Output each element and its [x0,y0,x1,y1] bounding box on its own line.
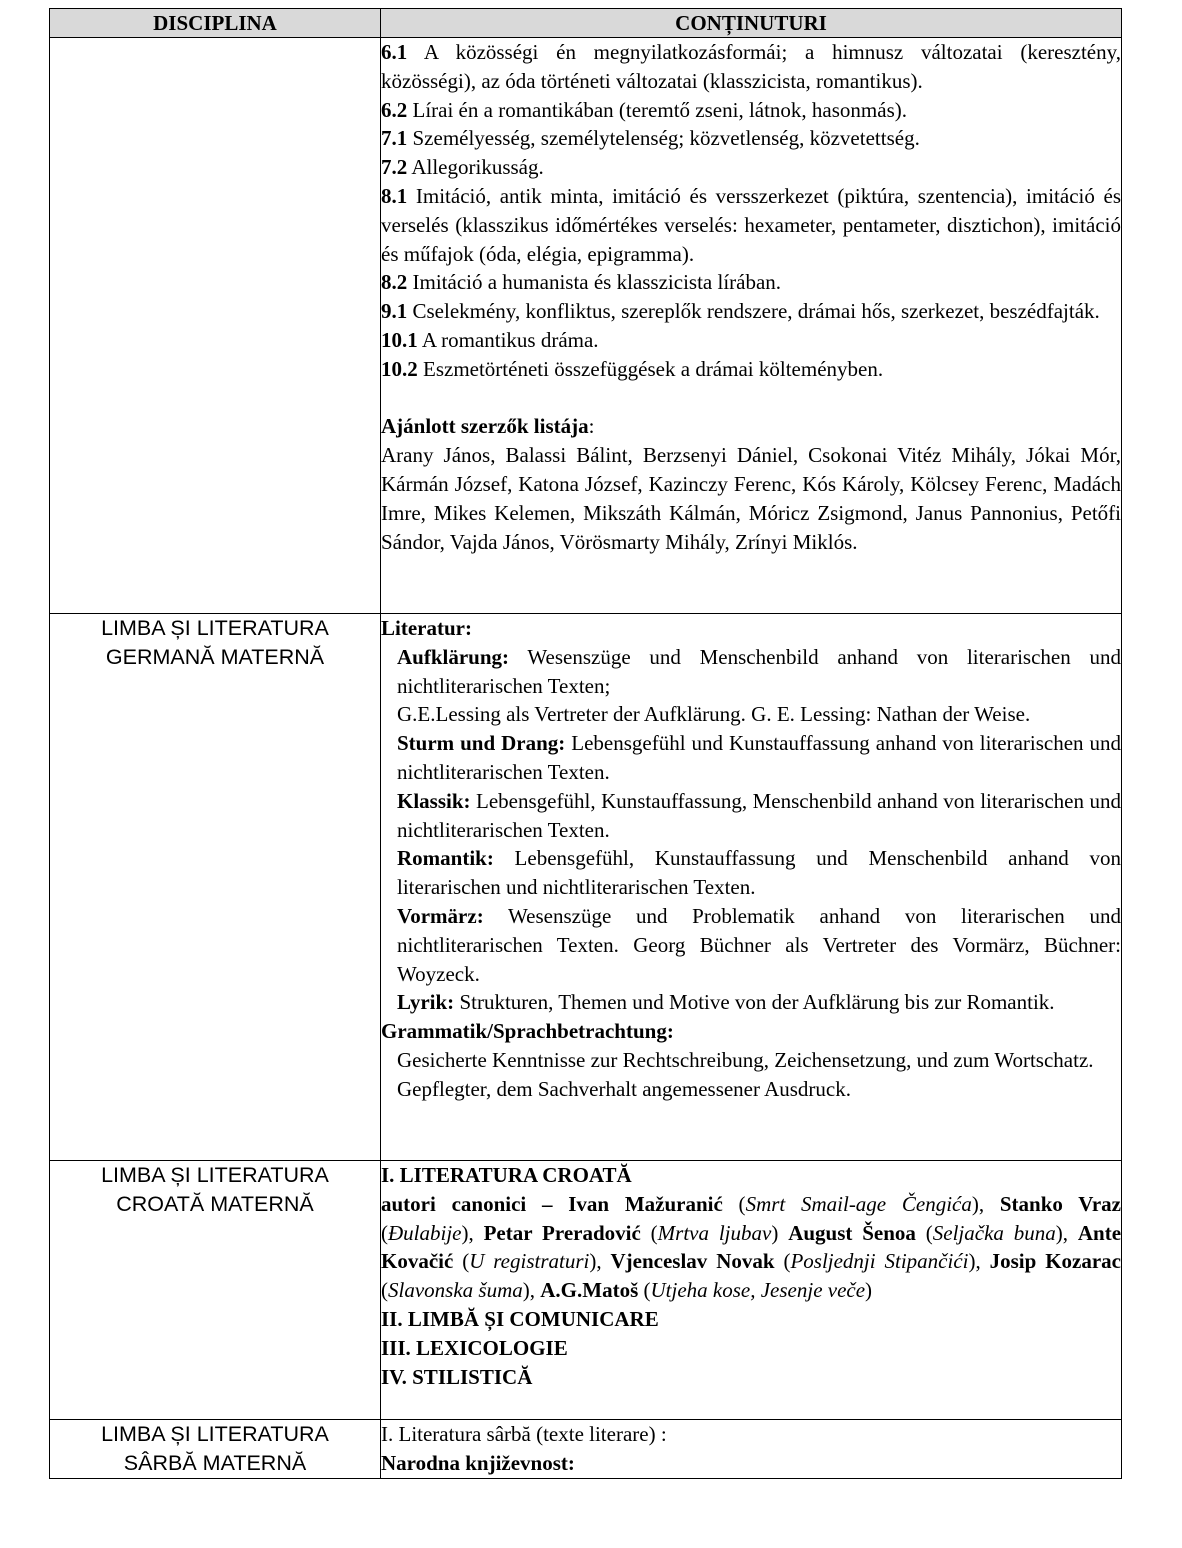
grammatik-item: Gepflegter, dem Sachverhalt angemessener Ausdruck. [397,1076,851,1101]
literatur-heading: Literatur: [381,616,472,640]
item-number: 8.1 [381,183,408,208]
work-separator: ), [968,1249,990,1274]
table-row-croatian [50,1161,1122,1420]
german-entries [381,643,1121,1017]
item-number: 6.2 [381,97,408,122]
content-item [381,326,1121,355]
authors-heading [381,412,1121,441]
item-text: A közösségi én megnyilatkozásformái; a himnusz változatai (keresztény, közösségi), az óda történeti változatai (klasszicista, romantikus). [381,40,1121,93]
discipline-cell-serbian [50,1420,381,1479]
section-literatura-croata: I. LITERATURA CROATĂ [381,1163,632,1187]
content-item [381,38,1121,96]
item-text: Lírai én a romantikában (teremtő zseni, látnok, hasonmás). [407,97,907,122]
item-text: Személyesség, személytelenség; közvetlenség, közvetettség. [407,126,920,151]
discipline-cell-empty [50,38,381,614]
authors-list: Arany János, Balassi Bálint, Berzsenyi Dániel, Csokonai Vitéz Mihály, Jókai Mór, Kármán József, Katona József, Kazinczy Ferenc, Kós Károly, Kölcsey Ferenc, Madách Imre, Mikes Kelemen, Mikszáth Kálmán, Móricz Zsigmond, Janus Pannonius, Petőfi Sándor, Vajda János, Vörösmarty Mihály, Zrínyi Miklós. [381,443,1121,554]
serbian-line-2: Narodna književnost: [381,1450,575,1475]
discipline-cell-croatian [50,1161,381,1420]
literature-entry [397,902,1121,988]
work-title: Mrtva ljubav [657,1220,772,1245]
entry-text: Lebensgefühl, Kunstauffassung, Menschenbild anhand von literarischen und nichtliterarischen Texten. [397,788,1121,842]
header-continuturi: CONȚINUTURI [381,9,1122,38]
header-disciplina: DISCIPLINA [50,9,381,38]
work-separator: ), [1055,1220,1078,1245]
spacer [381,384,1121,413]
curriculum-table [49,8,1122,1479]
content-item [381,96,1121,125]
literature-entry [397,643,1121,701]
work-title: Posljednji Stipančići [790,1249,969,1274]
item-text: A romantikus dráma. [417,327,599,352]
work-separator: ) [771,1220,789,1245]
item-number: 10.2 [381,356,418,381]
entry-term: Romantik: [397,846,494,871]
table-row-hungarian [50,38,1122,614]
entry-term: Aufklärung: [397,644,510,669]
section-stilistica: IV. STILISTICĂ [381,1364,533,1389]
work-author: Stanko Vraz [999,1191,1122,1216]
item-text: Imitáció, antik minta, imitáció és versszerkezet (piktúra, szentencia), imitáció és verselés (klasszikus időmértékes verselés: hexameter, pentameter, disztichon), imitáció és műfajok (óda, elégia, epigramma). [381,183,1121,266]
item-number: 6.1 [381,40,408,64]
content-item [381,182,1121,268]
content-cell-german [381,614,1122,1161]
content-cell-serbian [381,1420,1122,1479]
entry-text: Wesenszüge und Menschenbild anhand von literarischen und nichtliterarischen Texten; [397,644,1121,698]
work-author: Josip Kozarac [989,1249,1122,1274]
canonical-authors: autori canonici – Ivan Mažuranić (Smrt Smail-age Čengića), Stanko Vraz (Đulabije), Petar Preradović (Mrtva ljubav) August Šenoa (Seljačka buna), Ante Kovačić (U registraturi), Vjenceslav Novak (Posljednji Stipančići), Josip Kozarac (Slavonska šuma), A.G.Matoš (Utjeha kose, Jesenje veče) [381,1191,1122,1303]
content-item [381,297,1121,326]
literature-entry [397,729,1121,787]
item-text: Imitáció a humanista és klasszicista lírában. [407,270,782,295]
work-title: Slavonska šuma [388,1278,523,1303]
work-separator: ), [589,1249,611,1274]
entry-term: Sturm und Drang: [397,731,566,756]
work-title: Smrt Smail-age Čengića [745,1191,972,1216]
literature-entry [397,844,1121,902]
content-item [381,355,1121,384]
section-lexicologie: III. LEXICOLOGIE [381,1335,568,1360]
canon-prefix: autori canonici – [381,1191,569,1216]
entry-text: Strukturen, Themen und Motive von der Aufklärung bis zur Romantik. [454,990,1055,1015]
work-author: Ante Kovačić [381,1220,1122,1274]
content-cell-croatian [381,1161,1122,1420]
content-item [381,124,1121,153]
discipline-label-serbian: LIMBA ȘI LITERATURA SÂRBĂ MATERNĂ [101,1422,329,1475]
item-number: 7.1 [381,126,408,151]
item-number: 7.2 [381,155,408,180]
work-title: Seljačka buna [932,1220,1056,1245]
work-separator: ), [522,1278,541,1303]
item-text: Allegorikusság. [407,155,544,180]
entry-text: G.E.Lessing als Vertreter der Aufklärung. G. E. Lessing: Nathan der Weise. [397,702,1031,727]
section-limba-comunicare: II. LIMBĂ ȘI COMUNICARE [381,1306,659,1331]
work-separator: ) [865,1278,873,1303]
item-number: 9.1 [381,299,408,324]
discipline-label-croatian: LIMBA ȘI LITERATURA CROATĂ MATERNĂ [101,1163,329,1216]
content-item [381,153,1121,182]
authors-colon: : [588,414,595,439]
authors-title: Ajánlott szerzők listája [381,414,589,439]
content-cell-hungarian [381,38,1122,614]
item-number: 10.1 [381,327,418,352]
entry-term: Lyrik: [397,990,455,1015]
entry-text: Lebensgefühl und Kunstauffassung anhand von literarischen und nichtliterarischen Texten. [397,731,1121,784]
literature-entry [397,988,1121,1017]
work-title: Utjeha kose, Jesenje veče [650,1278,866,1303]
entry-term: Vormärz: [397,903,484,928]
grammatik-item: Gesicherte Kenntnisse zur Rechtschreibung, Zeichensetzung, und zum Wortschatz. [397,1047,1094,1072]
content-item [381,268,1121,297]
hungarian-items [381,38,1121,384]
work-separator: ), [461,1220,484,1245]
literature-entry [397,700,1121,729]
work-author: Petar Preradović [483,1220,641,1245]
item-number: 8.2 [381,270,408,295]
literature-entry [397,787,1121,845]
item-text: Eszmetörténeti összefüggések a drámai költeményben. [417,356,884,381]
item-text: Cselekmény, konfliktus, szereplők rendszere, drámai hős, szerkezet, beszédfajták. [407,299,1100,324]
work-author: A.G.Matoš [540,1278,639,1303]
entry-text: Lebensgefühl, Kunstauffassung und Menschenbild anhand von literarischen und nichtliterarischen Texten. [397,846,1121,900]
work-author: Ivan Mažuranić [568,1191,723,1216]
work-author: August Šenoa [788,1220,916,1245]
table-row-german [50,614,1122,1161]
entry-text: Wesenszüge und Problematik anhand von literarischen und nichtliterarischen Texten. Georg Büchner als Vertreter des Vormärz, Büchner: Woyzeck. [397,903,1121,986]
grammatik-heading: Grammatik/Sprachbetrachtung: [381,1019,674,1044]
work-title: Đulabije [388,1220,462,1245]
discipline-cell-german [50,614,381,1161]
work-title: U registraturi [469,1249,590,1274]
work-author: Vjenceslav Novak [610,1249,775,1274]
work-separator: ), [971,1191,1000,1216]
table-row-serbian [50,1420,1122,1479]
serbian-line-1: I. Literatura sârbă (texte literare) : [381,1422,667,1446]
table-header-row [50,9,1122,38]
entry-term: Klassik: [397,788,471,813]
discipline-label-german: LIMBA ȘI LITERATURA GERMANĂ MATERNĂ [101,616,329,669]
